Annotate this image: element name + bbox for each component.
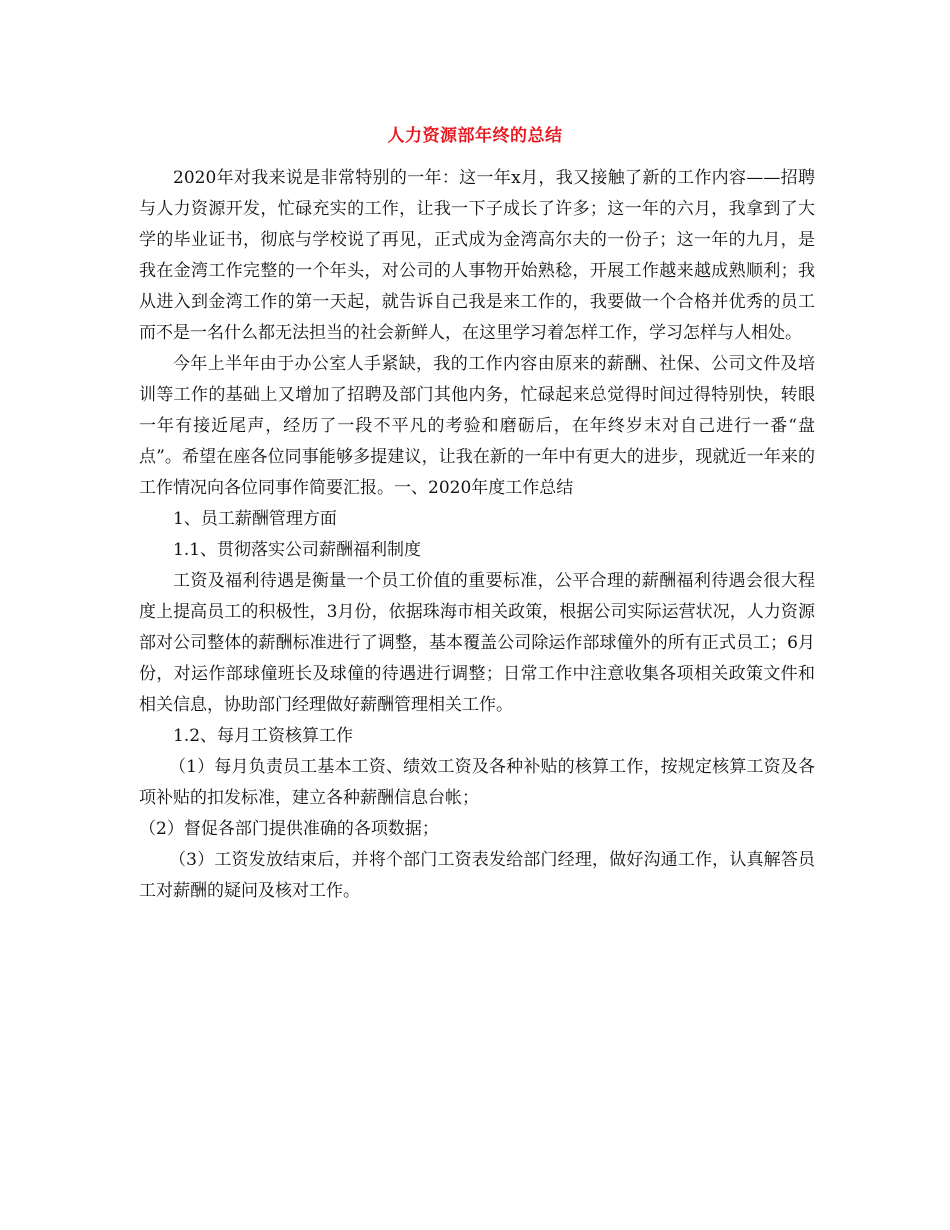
list-item-payroll-2: （2）督促各部门提供准确的各项数据； bbox=[139, 819, 439, 839]
document-body bbox=[139, 163, 815, 907]
paragraph-intro: 2020年对我来说是非常特别的一年：这一年x月，我又接触了新的工作内容——招聘与人力资源开发，忙碌充实的工作，让我一下子成长了许多；这一年的六月，我拿到了大学的毕业证书，彻底与学校说了再见，正式成为金湾高尔夫的一份子；这一年的九月，是我在金湾工作完整的一个年头，对公司的人事物开始熟稔，开展工作越来越成熟顺利；我从进入到金湾工作的第一天起，就告诉自己我是来工作的，我要做一个合格并优秀的员工而不是一名什么都无法担当的社会新鲜人，在这里学习着怎样工作，学习怎样与人相处。 bbox=[139, 168, 815, 343]
heading-monthly-payroll: 1.2、每月工资核算工作 bbox=[173, 726, 354, 746]
list-item-payroll-1: （1）每月负责员工基本工资、绩效工资及各种补贴的核算工作，按规定核算工资及各项补贴的扣发标准，建立各种薪酬信息台帐； bbox=[139, 757, 815, 808]
paragraph-workload: 今年上半年由于办公室人手紧缺，我的工作内容由原来的薪酬、社保、公司文件及培训等工作的基础上又增加了招聘及部门其他内务，忙碌起来总觉得时间过得特别快，转眼一年有接近尾声，经历了一段不平凡的考验和磨砺后，在年终岁末对自己进行一番“盘点”。希望在座各位同事能够多提建议，让我在新的一年中有更大的进步，现就近一年来的工作情况向各位同事作简要汇报。一、2020年度工作总结 bbox=[139, 354, 815, 498]
document-title: 人力资源部年终的总结 bbox=[387, 126, 563, 146]
heading-salary-management: 1、员工薪酬管理方面 bbox=[173, 509, 337, 529]
paragraph-salary-policy: 工资及福利待遇是衡量一个员工价值的重要标准，公平合理的薪酬福利待遇会很大程度上提高员工的积极性，3月份，依据珠海市相关政策，根据公司实际运营状况，人力资源部对公司整体的薪酬标准进行了调整，基本覆盖公司除运作部球僮外的所有正式员工；6月份，对运作部球僮班长及球僮的待遇进行调整；日常工作中注意收集各项相关政策文件和相关信息，协助部门经理做好薪酬管理相关工作。 bbox=[139, 571, 815, 715]
heading-salary-policy: 1.1、贯彻落实公司薪酬福利制度 bbox=[173, 540, 422, 560]
list-item-payroll-3: （3）工资发放结束后，并将个部门工资表发给部门经理，做好沟通工作，认真解答员工对薪酬的疑问及核对工作。 bbox=[139, 850, 815, 901]
